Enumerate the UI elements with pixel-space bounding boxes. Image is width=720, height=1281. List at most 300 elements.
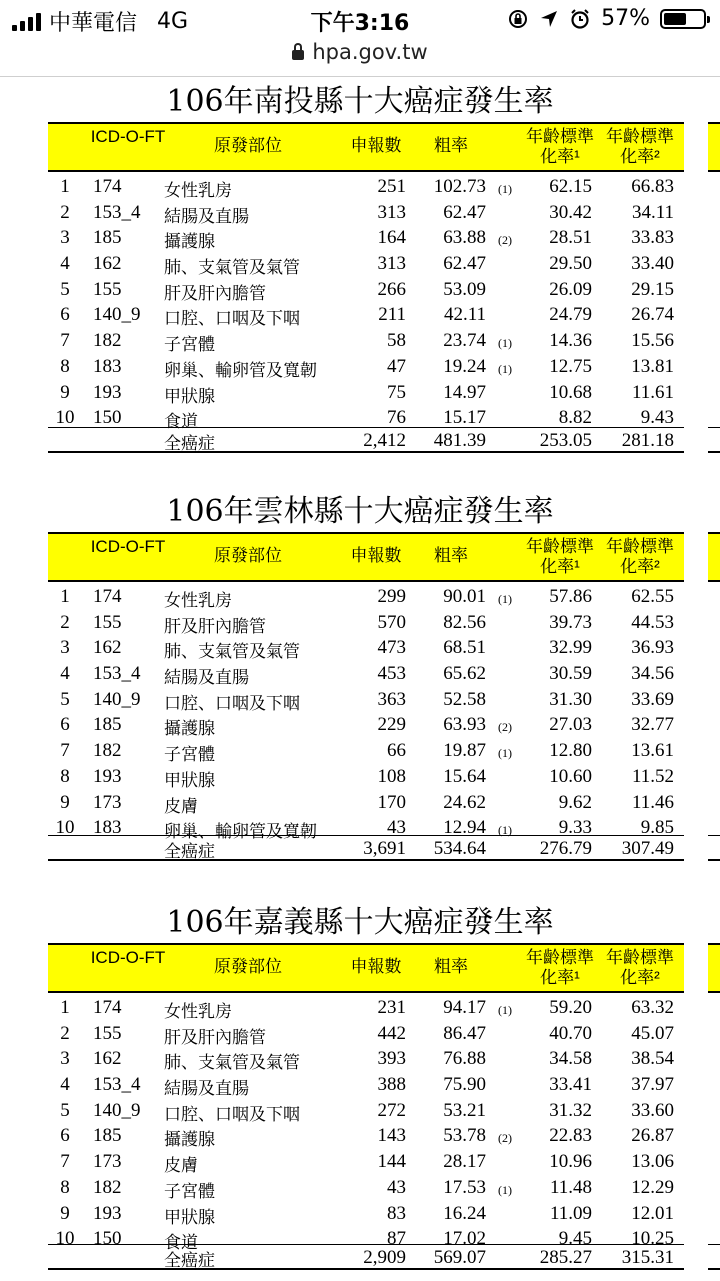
- asr2-cell: 38.54: [631, 1048, 674, 1070]
- total-crude-rate: 569.07: [433, 1247, 486, 1268]
- asr1-cell: 10.96: [549, 1151, 592, 1173]
- total-site: 全癌症: [164, 842, 215, 862]
- crude-rate-cell: 90.01: [443, 586, 486, 607]
- site-cell: 結腸及直腸: [164, 668, 249, 689]
- rank-cell: 4: [60, 663, 70, 685]
- icd-code-cell: 182: [93, 740, 122, 762]
- crude-rate-cell: 62.47: [443, 253, 486, 275]
- site-cell: 女性乳房: [164, 181, 232, 201]
- site-cell: 卵巢、輸卵管及寬韌: [164, 360, 317, 381]
- icd-code-cell: 140_9: [93, 304, 141, 326]
- asr2-cell: 12.01: [631, 1202, 674, 1224]
- icd-code-cell: 150: [93, 407, 122, 429]
- footnote-mark: (1): [498, 361, 512, 376]
- icd-code-cell: 150: [93, 1228, 122, 1250]
- table-title: 106年雲林縣十大癌症發生率: [166, 494, 554, 529]
- crude-rate-cell: 17.02: [443, 1228, 486, 1250]
- rank-cell: 8: [60, 765, 70, 787]
- rank-cell: 3: [60, 1048, 70, 1070]
- crude-rate-cell: 53.21: [443, 1099, 486, 1121]
- crude-rate-cell: 82.56: [443, 611, 486, 633]
- site-cell: 皮膚: [164, 1156, 198, 1177]
- asr1-cell: 10.60: [549, 765, 592, 787]
- asr2-cell: 13.06: [631, 1151, 674, 1173]
- asr1-cell: 31.32: [549, 1099, 592, 1121]
- asr1-cell: 27.03: [549, 714, 592, 736]
- battery-percent: 57%: [601, 6, 650, 31]
- network-label: 4G: [157, 9, 189, 34]
- crude-rate-cell: 65.62: [443, 663, 486, 685]
- site-cell: 食道: [164, 412, 198, 433]
- icd-code-cell: 155: [93, 611, 122, 633]
- rank-cell: 10: [55, 1228, 75, 1250]
- count-cell: 211: [378, 304, 406, 326]
- asr2-cell: 33.83: [631, 227, 674, 249]
- asr2-cell: 34.11: [631, 201, 674, 223]
- total-row: [48, 835, 684, 861]
- adjacent-table-header: [708, 943, 720, 993]
- header-asr1: 年齡標準化率¹: [526, 127, 594, 166]
- asr2-cell: 66.83: [631, 176, 674, 197]
- crude-rate-cell: 16.24: [443, 1202, 486, 1224]
- crude-rate-cell: 53.09: [443, 278, 486, 300]
- icd-code-cell: 193: [93, 381, 122, 403]
- table-body: [48, 584, 684, 841]
- rank-cell: 8: [60, 355, 70, 377]
- url-bar[interactable]: [0, 40, 720, 74]
- asr1-cell: 31.30: [549, 688, 592, 710]
- header-crude-rate: 粗率: [434, 136, 468, 155]
- total-asr2: 281.18: [621, 430, 674, 451]
- asr2-cell: 26.87: [631, 1125, 674, 1147]
- asr2-cell: 33.60: [631, 1099, 674, 1121]
- header-count: 申報數: [350, 546, 402, 565]
- icd-code-cell: 162: [93, 253, 122, 275]
- table-row: [48, 661, 684, 687]
- table-title: 106年南投縣十大癌症發生率: [166, 84, 554, 119]
- icd-code-cell: 140_9: [93, 1099, 141, 1121]
- site-cell: 攝護腺: [164, 1130, 215, 1151]
- icd-code-cell: 153_4: [93, 1074, 141, 1096]
- table-row: [48, 328, 684, 354]
- rank-cell: 7: [60, 740, 70, 762]
- table-row: [48, 635, 684, 661]
- footnote-mark: (2): [498, 1131, 512, 1146]
- rank-cell: 1: [60, 997, 70, 1018]
- asr2-cell: 11.46: [631, 791, 674, 813]
- lock-icon: [292, 50, 304, 60]
- rank-cell: 6: [60, 714, 70, 736]
- total-row: [48, 1244, 684, 1270]
- asr1-cell: 11.48: [549, 1176, 592, 1198]
- asr2-cell: 26.74: [631, 304, 674, 326]
- rank-cell: 6: [60, 304, 70, 326]
- asr1-cell: 24.79: [549, 304, 592, 326]
- status-bar: [0, 0, 720, 40]
- adjacent-table-total: [708, 427, 720, 453]
- asr1-cell: 10.68: [549, 381, 592, 403]
- site-cell: 甲狀腺: [164, 770, 215, 791]
- header-asr1: 年齡標準化率¹: [526, 537, 594, 576]
- site-cell: 肝及肝內膽管: [164, 283, 266, 304]
- icd-code-cell: 183: [93, 355, 122, 377]
- count-cell: 43: [387, 1176, 406, 1198]
- asr1-cell: 12.80: [549, 740, 592, 762]
- icd-code-cell: 182: [93, 1176, 122, 1198]
- count-cell: 272: [377, 1099, 406, 1121]
- clock: 下午3:16: [310, 11, 410, 36]
- crude-rate-cell: 63.88: [443, 227, 486, 249]
- crude-rate-cell: 14.97: [443, 381, 486, 403]
- header-icd: ICD-O-FT: [90, 948, 166, 967]
- site-cell: 肝及肝內膽管: [164, 1027, 266, 1048]
- asr2-cell: 44.53: [631, 611, 674, 633]
- icd-code-cell: 140_9: [93, 688, 141, 710]
- crude-rate-cell: 42.11: [443, 304, 486, 326]
- icd-code-cell: 174: [93, 586, 122, 607]
- count-cell: 164: [377, 227, 406, 249]
- crude-rate-cell: 23.74: [443, 330, 486, 352]
- total-asr2: 307.49: [621, 838, 674, 859]
- rank-cell: 9: [60, 1202, 70, 1224]
- table-row: [48, 1046, 684, 1072]
- table-row: [48, 584, 684, 610]
- rank-cell: 2: [60, 1022, 70, 1044]
- asr2-cell: 11.61: [631, 381, 674, 403]
- count-cell: 143: [377, 1125, 406, 1147]
- count-cell: 170: [377, 791, 406, 813]
- site-cell: 甲狀腺: [164, 1207, 215, 1228]
- icd-code-cell: 174: [93, 997, 122, 1018]
- count-cell: 47: [387, 355, 406, 377]
- table-body: [48, 174, 684, 431]
- table-row: [48, 302, 684, 328]
- count-cell: 58: [387, 330, 406, 352]
- count-cell: 473: [377, 637, 406, 659]
- header-site: 原發部位: [214, 136, 282, 155]
- adjacent-table-header: [708, 532, 720, 582]
- rank-cell: 3: [60, 227, 70, 249]
- header-crude-rate: 粗率: [434, 546, 468, 565]
- icd-code-cell: 153_4: [93, 201, 141, 223]
- carrier-label: 中華電信: [49, 11, 138, 36]
- rank-cell: 8: [60, 1176, 70, 1198]
- rank-cell: 1: [60, 176, 70, 197]
- crude-rate-cell: 68.51: [443, 637, 486, 659]
- count-cell: 363: [377, 688, 406, 710]
- count-cell: 442: [377, 1022, 406, 1044]
- rank-cell: 3: [60, 637, 70, 659]
- asr2-cell: 36.93: [631, 637, 674, 659]
- asr1-cell: 30.42: [549, 201, 592, 223]
- rank-cell: 10: [55, 817, 75, 839]
- table-row: [48, 354, 684, 380]
- asr1-cell: 8.82: [558, 407, 592, 429]
- crude-rate-cell: 17.53: [443, 1176, 486, 1198]
- table-row: [48, 995, 684, 1021]
- count-cell: 75: [387, 381, 406, 403]
- site-cell: 子宮體: [164, 745, 215, 766]
- count-cell: 266: [377, 278, 406, 300]
- asr1-cell: 33.41: [549, 1074, 592, 1096]
- footnote-mark: (1): [498, 823, 512, 838]
- total-asr2: 315.31: [621, 1247, 674, 1268]
- table-section-nantou: [0, 84, 720, 454]
- asr1-cell: 22.83: [549, 1125, 592, 1147]
- rank-cell: 9: [60, 791, 70, 813]
- asr1-cell: 9.33: [558, 817, 592, 839]
- table-body: [48, 995, 684, 1252]
- rank-cell: 5: [60, 278, 70, 300]
- asr2-cell: 29.15: [631, 278, 674, 300]
- icd-code-cell: 173: [93, 791, 122, 813]
- asr1-cell: 32.99: [549, 637, 592, 659]
- icd-code-cell: 173: [93, 1151, 122, 1173]
- crude-rate-cell: 15.17: [443, 407, 486, 429]
- header-asr2: 年齡標準化率²: [606, 948, 674, 987]
- table-row: [48, 1149, 684, 1175]
- crude-rate-cell: 75.90: [443, 1074, 486, 1096]
- site-cell: 子宮體: [164, 335, 215, 356]
- crude-rate-cell: 15.64: [443, 765, 486, 787]
- total-asr1: 276.79: [539, 838, 592, 859]
- footnote-mark: (1): [498, 1003, 512, 1017]
- rank-cell: 7: [60, 1151, 70, 1173]
- table-header: [48, 943, 684, 993]
- total-count: 2,412: [363, 430, 406, 451]
- header-site: 原發部位: [214, 957, 282, 976]
- asr2-cell: 62.55: [631, 586, 674, 607]
- site-cell: 肺、支氣管及氣管: [164, 258, 300, 279]
- table-row: [48, 251, 684, 277]
- total-count: 3,691: [363, 838, 406, 859]
- asr1-cell: 9.45: [558, 1228, 592, 1250]
- icd-code-cell: 185: [93, 227, 122, 249]
- count-cell: 313: [377, 253, 406, 275]
- icd-code-cell: 162: [93, 637, 122, 659]
- site-cell: 女性乳房: [164, 591, 232, 611]
- count-cell: 251: [377, 176, 406, 197]
- footnote-mark: (2): [498, 233, 512, 248]
- total-row: [48, 427, 684, 453]
- asr1-cell: 40.70: [549, 1022, 592, 1044]
- header-count: 申報數: [350, 957, 402, 976]
- site-cell: 攝護腺: [164, 232, 215, 253]
- site-cell: 攝護腺: [164, 719, 215, 740]
- table-row: [48, 712, 684, 738]
- table-row: [48, 200, 684, 226]
- count-cell: 299: [377, 586, 406, 607]
- count-cell: 388: [377, 1074, 406, 1096]
- table-row: [48, 610, 684, 636]
- total-crude-rate: 534.64: [433, 838, 486, 859]
- asr2-cell: 37.97: [631, 1074, 674, 1096]
- header-asr1: 年齡標準化率¹: [526, 948, 594, 987]
- table-row: [48, 380, 684, 406]
- count-cell: 108: [377, 765, 406, 787]
- crude-rate-cell: 19.24: [443, 355, 486, 377]
- table-row: [48, 764, 684, 790]
- header-crude-rate: 粗率: [434, 957, 468, 976]
- site-cell: 口腔、口咽及下咽: [164, 693, 300, 714]
- table-row: [48, 1123, 684, 1149]
- table-header: [48, 532, 684, 582]
- rank-cell: 4: [60, 1074, 70, 1096]
- site-cell: 結腸及直腸: [164, 1079, 249, 1100]
- icd-code-cell: 183: [93, 817, 122, 839]
- crude-rate-cell: 53.78: [443, 1125, 486, 1147]
- crude-rate-cell: 86.47: [443, 1022, 486, 1044]
- crude-rate-cell: 52.58: [443, 688, 486, 710]
- crude-rate-cell: 102.73: [433, 176, 486, 197]
- table-section-chiayi: [0, 905, 720, 1275]
- footnote-mark: (1): [498, 746, 512, 761]
- asr2-cell: 33.69: [631, 688, 674, 710]
- header-asr2: 年齡標準化率²: [606, 127, 674, 166]
- asr1-cell: 57.86: [549, 586, 592, 607]
- rank-cell: 10: [55, 407, 75, 429]
- table-section-yunlin: [0, 494, 720, 864]
- crude-rate-cell: 62.47: [443, 201, 486, 223]
- footnote-mark: (1): [498, 592, 512, 606]
- asr2-cell: 32.77: [631, 714, 674, 736]
- rank-cell: 2: [60, 611, 70, 633]
- address-divider: [0, 76, 720, 77]
- table-row: [48, 1201, 684, 1227]
- icd-code-cell: 182: [93, 330, 122, 352]
- table-title: 106年嘉義縣十大癌症發生率: [166, 905, 554, 940]
- asr2-cell: 11.52: [631, 765, 674, 787]
- location-icon: [539, 9, 559, 29]
- table-row: [48, 174, 684, 200]
- rank-cell: 6: [60, 1125, 70, 1147]
- count-cell: 229: [377, 714, 406, 736]
- footnote-mark: (1): [498, 1182, 512, 1197]
- asr2-cell: 13.61: [631, 740, 674, 762]
- site-cell: 食道: [164, 1233, 198, 1254]
- count-cell: 66: [387, 740, 406, 762]
- icd-code-cell: 193: [93, 765, 122, 787]
- count-cell: 76: [387, 407, 406, 429]
- asr1-cell: 30.59: [549, 663, 592, 685]
- crude-rate-cell: 28.17: [443, 1151, 486, 1173]
- total-count: 2,909: [363, 1247, 406, 1268]
- table-row: [48, 1072, 684, 1098]
- crude-rate-cell: 76.88: [443, 1048, 486, 1070]
- site-cell: 肝及肝內膽管: [164, 616, 266, 637]
- count-cell: 43: [387, 817, 406, 839]
- site-cell: 甲狀腺: [164, 386, 215, 407]
- count-cell: 453: [377, 663, 406, 685]
- table-row: [48, 790, 684, 816]
- site-cell: 口腔、口咽及下咽: [164, 1104, 300, 1125]
- total-crude-rate: 481.39: [433, 430, 486, 451]
- header-asr2: 年齡標準化率²: [606, 537, 674, 576]
- asr1-cell: 11.09: [549, 1202, 592, 1224]
- site-cell: 結腸及直腸: [164, 206, 249, 227]
- total-asr1: 285.27: [539, 1247, 592, 1268]
- header-icd: ICD-O-FT: [90, 537, 166, 556]
- battery-fill: [664, 13, 686, 25]
- table-header: [48, 122, 684, 172]
- count-cell: 87: [387, 1228, 406, 1250]
- site-cell: 肺、支氣管及氣管: [164, 642, 300, 663]
- table-row: [48, 687, 684, 713]
- total-site: 全癌症: [164, 434, 215, 454]
- icd-code-cell: 162: [93, 1048, 122, 1070]
- icd-code-cell: 193: [93, 1202, 122, 1224]
- table-row: [48, 1175, 684, 1201]
- total-site: 全癌症: [164, 1251, 215, 1271]
- table-row: [48, 738, 684, 764]
- status-right: [507, 6, 706, 31]
- battery-icon: [660, 9, 706, 29]
- asr2-cell: 9.43: [640, 407, 674, 429]
- crude-rate-cell: 94.17: [443, 997, 486, 1018]
- asr1-cell: 14.36: [549, 330, 592, 352]
- adjacent-table-header: [708, 122, 720, 172]
- header-site: 原發部位: [214, 546, 282, 565]
- asr1-cell: 29.50: [549, 253, 592, 275]
- site-cell: 子宮體: [164, 1181, 215, 1202]
- alarm-icon: [569, 8, 591, 30]
- table-row: [48, 1021, 684, 1047]
- asr2-cell: 12.29: [631, 1176, 674, 1198]
- count-cell: 144: [377, 1151, 406, 1173]
- rank-cell: 7: [60, 330, 70, 352]
- rank-cell: 9: [60, 381, 70, 403]
- site-cell: 口腔、口咽及下咽: [164, 309, 300, 330]
- orientation-lock-icon: [507, 8, 529, 30]
- asr1-cell: 39.73: [549, 611, 592, 633]
- adjacent-table-total: [708, 1244, 720, 1270]
- asr1-cell: 59.20: [549, 997, 592, 1018]
- site-cell: 女性乳房: [164, 1002, 232, 1022]
- asr1-cell: 9.62: [558, 791, 592, 813]
- icd-code-cell: 174: [93, 176, 122, 197]
- table-row: [48, 277, 684, 303]
- rank-cell: 4: [60, 253, 70, 275]
- icd-code-cell: 185: [93, 714, 122, 736]
- asr1-cell: 34.58: [549, 1048, 592, 1070]
- site-cell: 肺、支氣管及氣管: [164, 1053, 300, 1074]
- rank-cell: 5: [60, 688, 70, 710]
- adjacent-table-total: [708, 835, 720, 861]
- asr2-cell: 15.56: [631, 330, 674, 352]
- rank-cell: 1: [60, 586, 70, 607]
- crude-rate-cell: 19.87: [443, 740, 486, 762]
- asr2-cell: 34.56: [631, 663, 674, 685]
- site-cell: 卵巢、輸卵管及寬韌: [164, 822, 317, 843]
- asr2-cell: 9.85: [640, 817, 674, 839]
- crude-rate-cell: 24.62: [443, 791, 486, 813]
- count-cell: 231: [377, 997, 406, 1018]
- count-cell: 393: [377, 1048, 406, 1070]
- icd-code-cell: 155: [93, 1022, 122, 1044]
- table-row: [48, 225, 684, 251]
- rank-cell: 2: [60, 201, 70, 223]
- url-text: hpa.gov.tw: [312, 40, 428, 64]
- asr1-cell: 26.09: [549, 278, 592, 300]
- count-cell: 83: [387, 1202, 406, 1224]
- footnote-mark: (2): [498, 720, 512, 735]
- table-row: [48, 1098, 684, 1124]
- icd-code-cell: 153_4: [93, 663, 141, 685]
- icd-code-cell: 185: [93, 1125, 122, 1147]
- icd-code-cell: 155: [93, 278, 122, 300]
- count-cell: 570: [377, 611, 406, 633]
- header-icd: ICD-O-FT: [90, 127, 166, 146]
